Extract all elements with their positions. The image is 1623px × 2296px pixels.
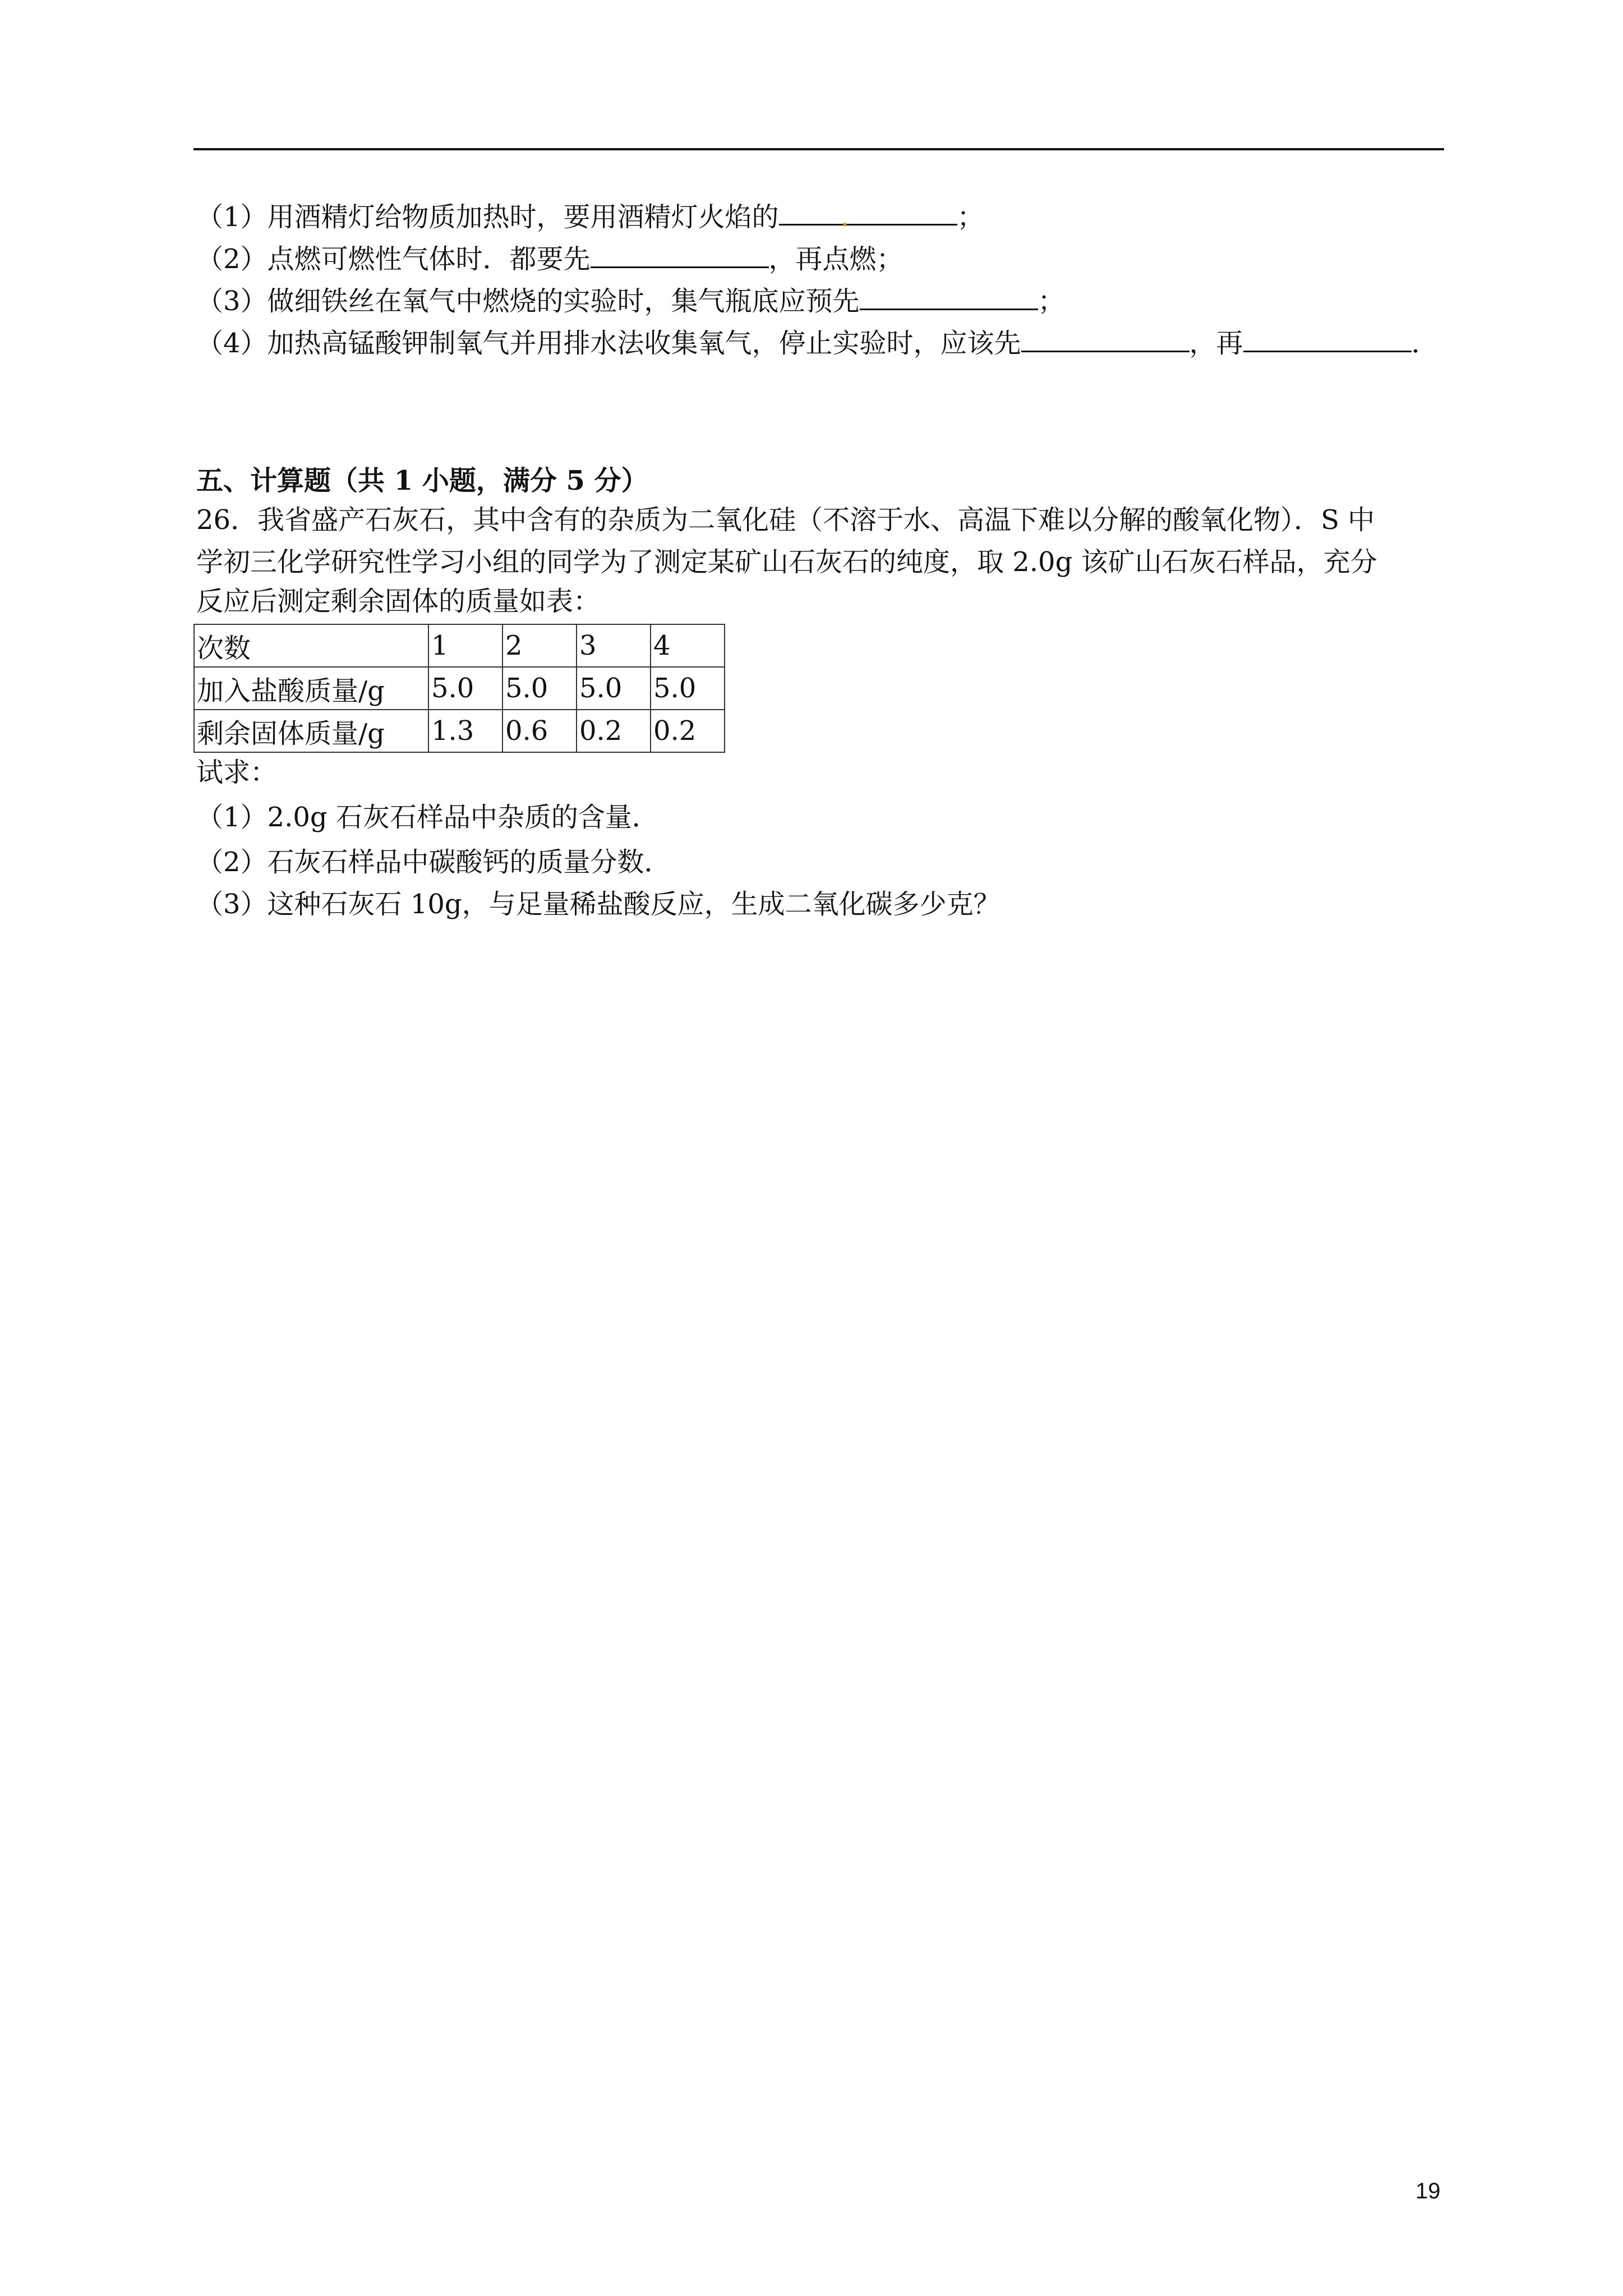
q2-end: ，再点燃；: [768, 243, 903, 275]
sub-question-2: （2）石灰石样品中碳酸钙的质量分数．: [196, 846, 671, 878]
q2-blank: [591, 242, 769, 268]
question-line-1: [196, 199, 984, 235]
question-line-3: [196, 283, 1065, 319]
q1-text: （1）用酒精灯给物质加热时，要用酒精灯火焰的: [196, 201, 779, 233]
table-cell: 4: [651, 624, 725, 667]
ask-line: 试求：: [196, 757, 278, 788]
question-line-4: [196, 325, 1438, 361]
table-cell: 5.0: [428, 667, 502, 710]
q4-blank-2: [1243, 326, 1412, 352]
q4-blank-1: [1021, 326, 1189, 352]
question-line-2: [196, 241, 903, 277]
page-number: 19: [1415, 2179, 1441, 2203]
header-rule: [193, 148, 1444, 150]
table-row: [194, 667, 725, 710]
q3-text: （3）做细铁丝在氧气中燃烧的实验时，集气瓶底应预先: [196, 286, 860, 317]
table-row: [194, 710, 725, 752]
table-cell: 加入盐酸质量/g: [194, 667, 428, 710]
table-cell: 3: [577, 624, 651, 667]
table-header-row: [194, 624, 725, 667]
problem-line-3: 反应后测定剩余固体的质量如表：: [196, 586, 601, 617]
q4-end: ．: [1411, 328, 1438, 359]
sub-question-3: （3）这种石灰石 10g，与足量稀盐酸反应，生成二氧化碳多少克？: [196, 889, 1000, 920]
table-cell: 0.2: [577, 710, 651, 752]
problem-line-2: 学初三化学研究性学习小组的同学为了测定某矿山石灰石的纯度，取 2.0g 该矿山石灰石样品，充分: [196, 546, 1377, 578]
sub-question-1: （1）2.0g 石灰石样品中杂质的含量．: [196, 802, 659, 833]
table-cell: 2: [502, 624, 577, 667]
table-cell: 5.0: [502, 667, 577, 710]
q4-mid: ，再: [1189, 328, 1243, 359]
data-table: [193, 624, 725, 753]
table-cell: 5.0: [577, 667, 651, 710]
table-cell: 0.2: [651, 710, 725, 752]
q1-end: ；: [957, 201, 984, 233]
q4-text: （4）加热高锰酸钾制氧气并用排水法收集氧气，停止实验时，应该先: [196, 328, 1021, 359]
table-cell: 次数: [194, 624, 428, 667]
table-cell: 1.3: [428, 710, 502, 752]
q1-blank: .: [779, 199, 957, 226]
table-cell: 1: [428, 624, 502, 667]
q2-text: （2）点燃可燃性气体时．都要先: [196, 243, 591, 275]
table-cell: 剩余固体质量/g: [194, 710, 428, 752]
section-title: 五、计算题（共 1 小题，满分 5 分）: [196, 465, 648, 496]
table-cell: 0.6: [502, 710, 577, 752]
table-cell: 5.0: [651, 667, 725, 710]
problem-line-1: 26．我省盛产石灰石，其中含有的杂质为二氧化硅（不溶于水、高温下难以分解的酸氧化物）．S 中: [196, 504, 1375, 536]
q3-end: ；: [1038, 286, 1065, 317]
q3-blank: [860, 284, 1038, 310]
